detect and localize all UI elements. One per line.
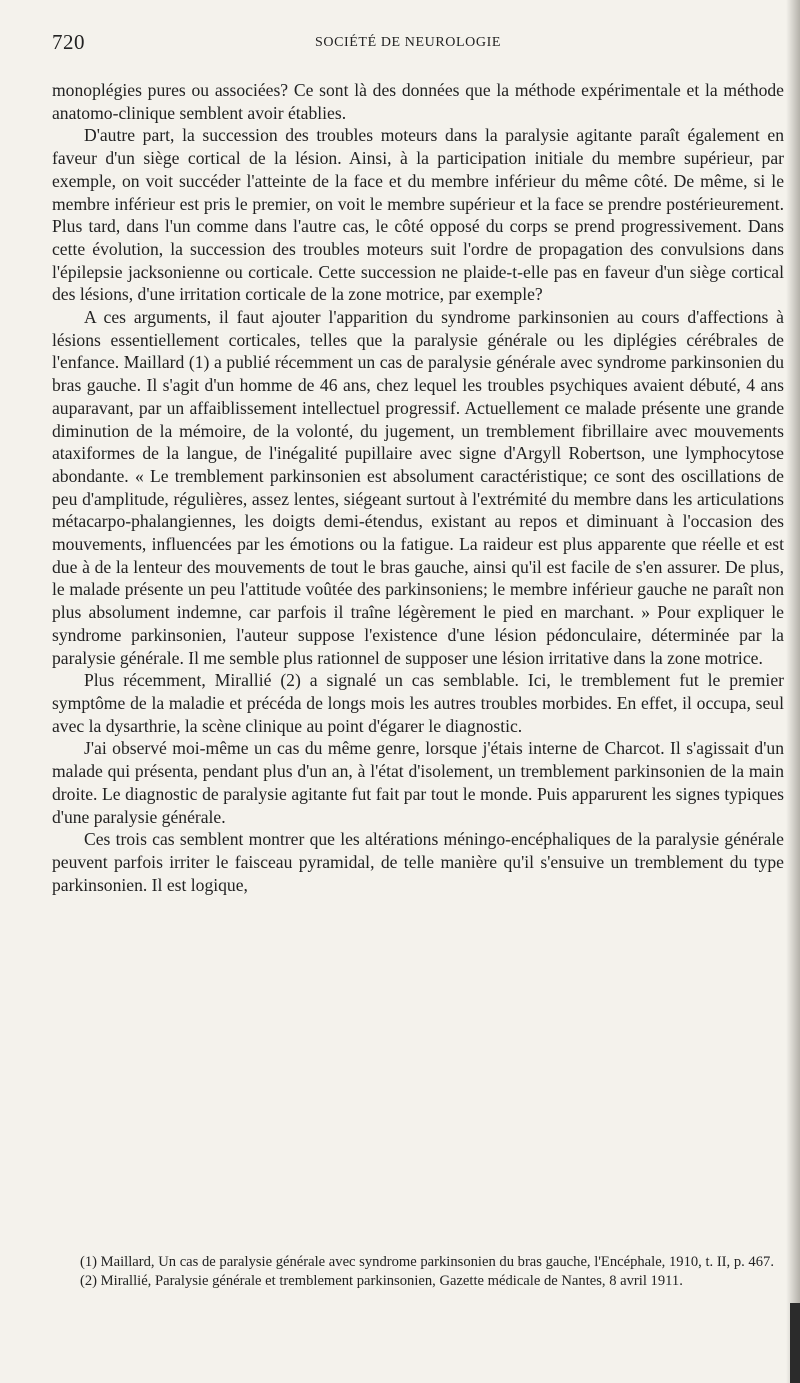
paragraph-4: Plus récemment, Mirallié (2) a signalé un cas semblable. Ici, le tremblement fut le premier symptôme de la maladie et précéda de longs mois les autres troubles morbides. En effet, il occupa, seul avec la dysarthrie, la scène clinique au point d'égarer le diagnostic. — [52, 670, 784, 736]
paragraph-5: J'ai observé moi-même un cas du même genre, lorsque j'étais interne de Charcot. Il s'agissait d'un malade qui présenta, pendant plus d'un an, à l'état d'isolement, un tremblement parkinsonien de la main droite. Le diagnostic de paralysie agitante fut fait par tout le monde. Puis apparurent les signes typiques d'une paralysie générale. — [52, 738, 784, 827]
paragraph-6: Ces trois cas semblent montrer que les altérations méningo-encéphaliques de la paralysie générale peuvent parfois irriter le faisceau pyramidal, de telle manière qu'il s'ensuive un tremblement du type parkinsonien. Il est logique, — [52, 829, 784, 895]
paragraph-1: monoplégies pures ou associées? Ce sont là des données que la méthode expérimentale et la méthode anatomo-clinique semblent avoir établies. — [52, 80, 784, 123]
footnote-2: (2) Mirallié, Paralysie générale et tremblement parkinsonien, Gazette médicale de Nantes, 8 avril 1911. — [80, 1272, 683, 1289]
scan-edge-mark — [790, 1303, 800, 1383]
paragraph-3: A ces arguments, il faut ajouter l'apparition du syndrome parkinsonien au cours d'affections à lésions essentiellement corticales, telles que la paralysie générale ou les diplégies cérébrales de l'enfance. Maillard (1) a publié récemment un cas de paralysie générale avec syndrome parkinsonien du bras gauche. Il s'agit d'un homme de 46 ans, chez lequel les troubles psychiques avaient débuté, 4 ans auparavant, par un affaiblissement intellectuel progressif. Actuellement ce malade présente une grande diminution de la mémoire, de la volonté, du jugement, un tremblement fibrillaire avec mouvements ataxiformes de la langue, de l'inégalité pupillaire avec signe d'Argyll Robertson, une lymphocytose abondante. « Le tremblement parkinsonien est absolument caractéristique; ce sont des oscillations de peu d'amplitude, régulières, assez lentes, siégeant surtout à l'extrémité du membre dans les articulations métacarpo-phalangiennes, les doigts demi-étendus, existant au repos et diminuant à l'occasion des mouvements, influencées par les émotions ou la fatigue. La raideur est plus apparente que réelle et est due à de la lenteur des mouvements de tout le bras gauche, ainsi qu'il est facile de s'en assurer. De plus, le malade présente un peu l'attitude voûtée des parkinsoniens; le membre inférieur gauche ne paraît non plus absolument indemne, car parfois il traîne légèrement le pied en marchant. » Pour expliquer le syndrome parkinsonien, l'auteur suppose l'existence d'une lésion pédonculaire, déterminée par la paralysie générale. Il me semble plus rationnel de supposer une lésion irritative dans la zone motrice. — [52, 307, 784, 668]
page-number: 720 — [52, 30, 85, 54]
page-edge-shadow — [786, 0, 800, 1383]
body-text — [52, 79, 784, 896]
page-header — [52, 30, 764, 58]
paragraph-2: D'autre part, la succession des troubles moteurs dans la paralysie agitante paraît également en faveur d'un siège cortical de la lésion. Ainsi, à la participation initiale du membre supérieur, par exemple, on voit succéder l'atteinte de la face et du membre inférieur du même côté. De même, si le membre inférieur est pris le premier, on voit le membre supérieur et la face se prendre postérieurement. Plus tard, dans l'un comme dans l'autre cas, le côté opposé du corps se prend progressivement. Dans cette évolution, la succession des troubles moteurs suit l'ordre de propagation des convulsions dans l'épilepsie jacksonienne ou corticale. Cette succession ne plaide-t-elle pas en faveur d'un siège cortical des lésions, d'une irritation corticale de la zone motrice, par exemple? — [52, 125, 784, 305]
running-head: SOCIÉTÉ DE NEUROLOGIE — [314, 35, 502, 50]
footnotes — [52, 1253, 784, 1290]
footnote-1: (1) Maillard, Un cas de paralysie générale avec syndrome parkinsonien du bras gauche, l'Encéphale, 1910, t. II, p. 467. — [80, 1254, 774, 1270]
